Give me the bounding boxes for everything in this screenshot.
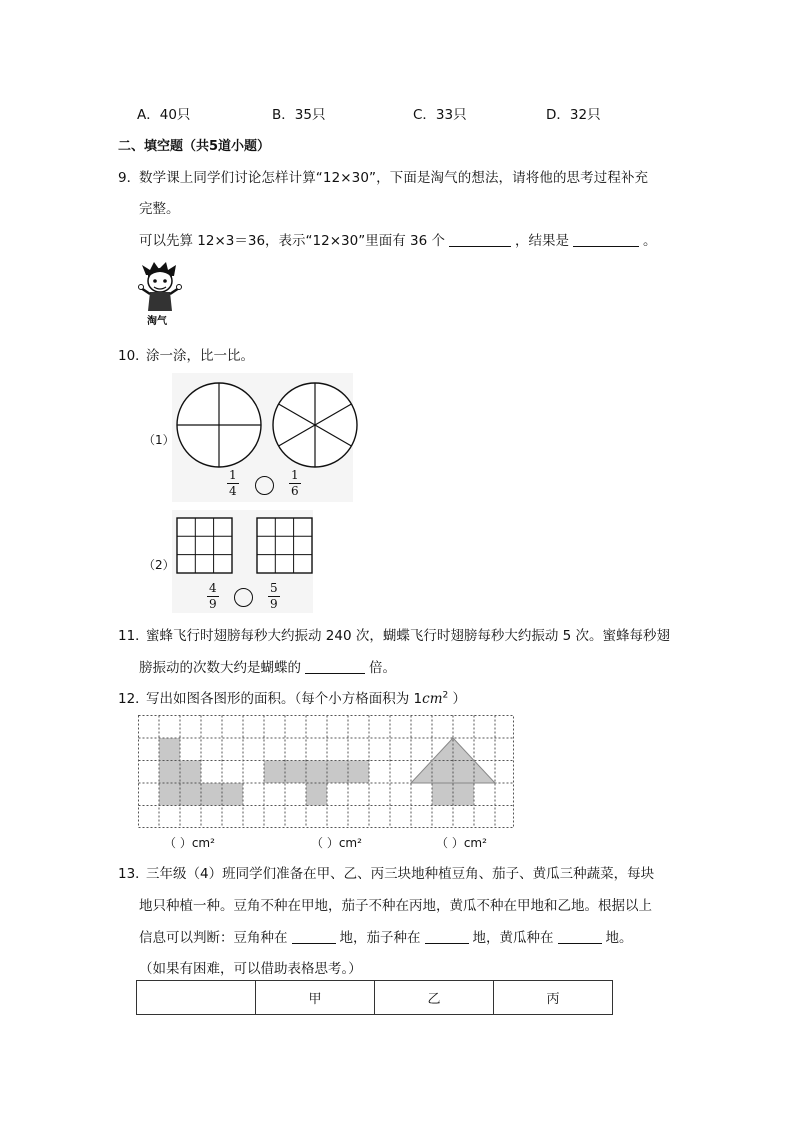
q11-line2-end: 倍。 xyxy=(369,660,396,676)
q13-line3-b: 地，茄子种在 xyxy=(339,930,421,946)
grid-3x3-right xyxy=(256,517,313,574)
circle-quarters xyxy=(174,380,264,470)
fraction-numerator: 1 xyxy=(229,468,237,482)
q9-line2: 完整。 xyxy=(139,201,180,217)
q8-option-a: A．40只 xyxy=(137,107,191,123)
q13-line2: 地只种植一种。豆角不种在甲地，茄子不种在丙地，黄瓜不种在甲地和乙地。根据以上 xyxy=(139,898,652,914)
fraction-denominator: 4 xyxy=(229,484,237,498)
fraction-denominator: 9 xyxy=(270,597,278,611)
table-header-blank xyxy=(137,981,256,1015)
area-grid-figure xyxy=(138,715,514,831)
q9-line3-mid: ，结果是 xyxy=(514,233,569,249)
q9-line3-text: 可以先算 12×3＝36，表示“12×30”里面有 36 个 xyxy=(139,233,445,249)
fraction-denominator: 9 xyxy=(209,597,217,611)
q11-line1: 蜜蜂飞行时翅膀每秒大约振动 240 次，蝴蝶飞行时翅膀每秒大约振动 5 次。蜜蜂每秒翅 xyxy=(146,628,671,644)
q13-blank-1[interactable] xyxy=(292,929,336,944)
table-header-yi: 乙 xyxy=(375,981,494,1015)
q12-text-end: ） xyxy=(448,691,467,707)
q13-line3 xyxy=(139,926,633,946)
q8-option-c: C．33只 xyxy=(413,107,467,123)
q10-text: 涂一涂，比一比。 xyxy=(146,348,254,364)
fraction-right xyxy=(289,468,301,499)
q12-answer-1[interactable]: （ ）cm² xyxy=(164,836,215,850)
q12-unit-exp: 2 xyxy=(442,690,449,701)
table-row xyxy=(137,981,613,1015)
q13-line3-c: 地，黄瓜种在 xyxy=(472,930,554,946)
q8-option-b: B．35只 xyxy=(272,107,326,123)
q9-number: 9． xyxy=(118,170,141,186)
table-header-bing: 丙 xyxy=(494,981,613,1015)
q12-text-main: 写出如图各图形的面积。（每个小方格面积为 1 xyxy=(146,691,423,707)
q10-part1-label: （1） xyxy=(143,433,175,447)
q9-blank-1[interactable] xyxy=(449,232,511,247)
q13-line3-a: 信息可以判断：豆角种在 xyxy=(139,930,288,946)
q9-blank-2[interactable] xyxy=(573,232,639,247)
grid-3x3-left xyxy=(176,517,233,574)
fraction-left xyxy=(207,581,219,612)
q12-answer-2[interactable]: （ ）cm² xyxy=(311,836,362,850)
q10-number: 10． xyxy=(118,348,149,364)
q13-blank-2[interactable] xyxy=(425,929,469,944)
q9-line3 xyxy=(139,229,656,249)
q12-number: 12． xyxy=(118,691,149,707)
q10-part2-label: （2） xyxy=(143,558,175,572)
q9-line3-end: 。 xyxy=(642,233,657,249)
q12-answer-3[interactable]: （ ）cm² xyxy=(436,836,487,850)
fraction-numerator: 4 xyxy=(209,581,217,595)
q13-number: 13． xyxy=(118,866,149,882)
fraction-numerator: 1 xyxy=(291,468,299,482)
q13-blank-3[interactable] xyxy=(558,929,602,944)
q12-unit: cm xyxy=(422,691,443,707)
table-header-jia: 甲 xyxy=(256,981,375,1015)
section-title: 二、填空题（共5道小题） xyxy=(118,139,271,154)
fraction-left xyxy=(227,468,239,499)
q13-line1: 三年级（4）班同学们准备在甲、乙、丙三块地种植豆角、茄子、黄瓜三种蔬菜，每块 xyxy=(146,866,655,882)
taoqi-avatar-label: 淘气 xyxy=(147,316,167,327)
q13-table xyxy=(136,980,613,1015)
q12-text xyxy=(146,687,466,707)
q13-hint: （如果有困难，可以借助表格思考。） xyxy=(139,961,362,977)
q11-blank[interactable] xyxy=(305,659,365,674)
fraction-denominator: 6 xyxy=(291,484,299,498)
q8-option-d: D．32只 xyxy=(546,107,601,123)
compare-circle[interactable] xyxy=(255,476,274,495)
q11-line2 xyxy=(139,656,396,676)
fraction-right xyxy=(268,581,280,612)
fraction-numerator: 5 xyxy=(270,581,278,595)
q13-line3-d: 地。 xyxy=(605,930,633,946)
q11-number: 11． xyxy=(118,628,149,644)
q11-line2-text: 膀振动的次数大约是蝴蝶的 xyxy=(139,660,301,676)
q9-line1: 数学课上同学们讨论怎样计算“12×30”，下面是淘气的想法，请将他的思考过程补充 xyxy=(139,170,649,186)
circle-sixths xyxy=(270,380,360,470)
compare-circle[interactable] xyxy=(234,588,253,607)
